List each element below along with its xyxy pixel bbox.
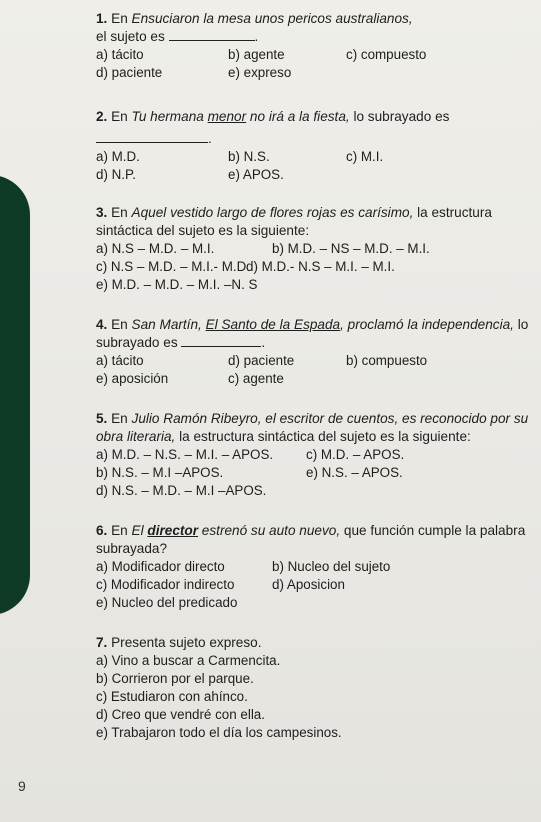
answer-blank[interactable]: [181, 346, 261, 347]
options-row: [96, 482, 536, 500]
question-5: [96, 410, 536, 500]
question-4-text: 4. En San Martín, El Santo de la Espada, proclamó la independencia, lo subrayado es .: [96, 317, 529, 350]
options-row: [96, 258, 536, 276]
option-a[interactable]: a) M.D.: [96, 149, 140, 164]
question-3: [96, 204, 536, 294]
option-d[interactable]: d) paciente: [228, 353, 295, 368]
question-1-text: 1. En Ensuciaron la mesa unos pericos australianos, el sujeto es .: [96, 11, 413, 44]
option-b[interactable]: b) N.S. – M.I –APOS.: [96, 465, 224, 480]
answer-blank-line[interactable]: .: [96, 130, 536, 148]
option-b[interactable]: b) agente: [228, 47, 285, 62]
question-6-text: 6. En El director estrenó su auto nuevo, que función cumple la palabra subrayada?: [96, 523, 526, 556]
options-row: [96, 370, 536, 388]
question-5-text: 5. En Julio Ramón Ribeyro, el escritor de cuentos, es reconocido por su obra literaria, la estructura sintáctica del sujeto es la siguiente:: [96, 411, 529, 444]
options-row: [96, 576, 536, 594]
option-c[interactable]: c) M.I.: [346, 149, 384, 164]
option-d[interactable]: d) N.P.: [96, 167, 136, 182]
option-c[interactable]: c) agente: [228, 371, 284, 386]
option-d[interactable]: d) paciente: [96, 65, 163, 80]
options-row: [96, 46, 536, 64]
option-c[interactable]: c) Estudiaron con ahínco.: [96, 689, 248, 704]
options-row: [96, 64, 536, 82]
option-b[interactable]: b) Corrieron por el parque.: [96, 671, 254, 686]
options-row: [96, 148, 536, 166]
green-binder-edge: [0, 175, 30, 615]
option-b[interactable]: b) N.S.: [228, 149, 270, 164]
option-a[interactable]: a) Vino a buscar a Carmencita.: [96, 653, 281, 668]
option-b[interactable]: b) compuesto: [346, 353, 428, 368]
question-2-text: 2. En Tu hermana menor no irá a la fiesta, lo subrayado es: [96, 109, 450, 124]
options-row: [96, 558, 536, 576]
option-e[interactable]: e) expreso: [228, 65, 292, 80]
option-d[interactable]: d) M.D.- N.S – M.I. – M.I.: [246, 259, 395, 274]
options-row: [96, 594, 536, 612]
question-2: [96, 108, 536, 184]
option-a[interactable]: a) tácito: [96, 47, 144, 62]
margin-mark: 9: [18, 778, 26, 794]
question-list: [96, 10, 536, 754]
options-row: [96, 276, 536, 294]
question-4: [96, 316, 536, 388]
option-d[interactable]: d) N.S. – M.D. – M.I –APOS.: [96, 483, 267, 498]
option-a[interactable]: a) Modificador directo: [96, 559, 225, 574]
options-row: [96, 464, 536, 482]
option-c[interactable]: c) compuesto: [346, 47, 427, 62]
option-b[interactable]: b) M.D. – NS – M.D. – M.I.: [272, 241, 430, 256]
option-e[interactable]: e) Nucleo del predicado: [96, 595, 238, 610]
answer-blank[interactable]: [169, 40, 255, 41]
question-6: [96, 522, 536, 612]
options-row: [96, 352, 536, 370]
options-row: [96, 166, 536, 184]
option-c[interactable]: c) M.D. – APOS.: [306, 447, 405, 462]
option-c[interactable]: c) N.S – M.D. – M.I.- M.D: [96, 259, 247, 274]
option-a[interactable]: a) N.S – M.D. – M.I.: [96, 241, 215, 256]
option-e[interactable]: e) aposición: [96, 371, 169, 386]
question-1: [96, 10, 536, 82]
options-row: [96, 446, 536, 464]
option-a[interactable]: a) M.D. – N.S. – M.I. – APOS.: [96, 447, 274, 462]
question-3-text: 3. En Aquel vestido largo de flores rojas es carísimo, la estructura sintáctica del sujeto es la siguiente:: [96, 205, 492, 238]
option-e[interactable]: e) M.D. – M.D. – M.I. –N. S: [96, 277, 258, 292]
option-e[interactable]: e) Trabajaron todo el día los campesinos.: [96, 725, 342, 740]
question-7: [96, 634, 536, 742]
question-7-text: 7. Presenta sujeto expreso.: [96, 635, 262, 650]
option-c[interactable]: c) Modificador indirecto: [96, 577, 235, 592]
option-e[interactable]: e) N.S. – APOS.: [306, 465, 403, 480]
option-e[interactable]: e) APOS.: [228, 167, 284, 182]
option-b[interactable]: b) Nucleo del sujeto: [272, 559, 391, 574]
option-a[interactable]: a) tácito: [96, 353, 144, 368]
options-row: [96, 240, 536, 258]
option-d[interactable]: d) Aposicion: [272, 577, 345, 592]
option-d[interactable]: d) Creo que vendré con ella.: [96, 707, 265, 722]
